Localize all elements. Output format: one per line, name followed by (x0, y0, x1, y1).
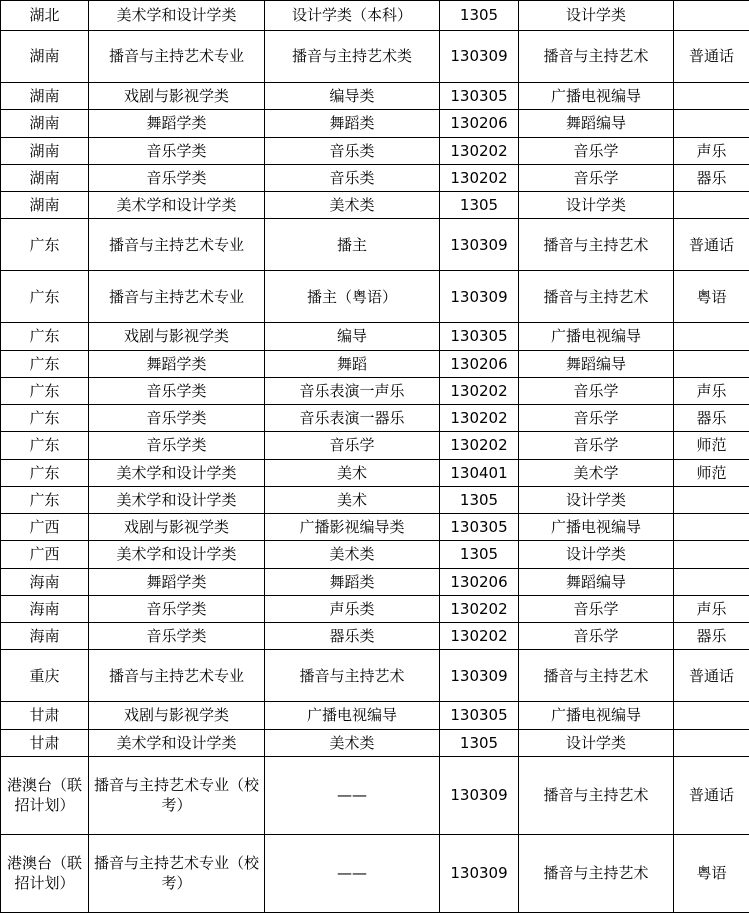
table-cell: 普通话 (674, 219, 749, 271)
table-cell: 舞蹈学类 (89, 110, 265, 137)
table-cell: 音乐学类 (89, 623, 265, 650)
table-cell: 广西 (1, 541, 89, 568)
table-cell: 舞蹈编导 (519, 350, 674, 377)
table-cell: 粤语 (674, 834, 749, 912)
table-cell: 设计学类 (519, 486, 674, 513)
table-cell: 音乐学 (519, 623, 674, 650)
table-cell: 舞蹈类 (265, 110, 440, 137)
table-cell: 广播电视编导 (519, 702, 674, 729)
table-row (1, 164, 749, 191)
table-cell: 器乐 (674, 405, 749, 432)
table-cell: 广东 (1, 377, 89, 404)
table-cell: 播音与主持艺术专业 (89, 31, 265, 83)
table-row (1, 568, 749, 595)
table-cell: 舞蹈学类 (89, 350, 265, 377)
table-cell (674, 514, 749, 541)
table-row (1, 650, 749, 702)
table-cell: 舞蹈编导 (519, 110, 674, 137)
table-cell: 广播电视编导 (519, 83, 674, 110)
table-cell: 美术 (265, 459, 440, 486)
table-cell: 音乐学类 (89, 164, 265, 191)
table-cell: 海南 (1, 568, 89, 595)
table-cell (674, 323, 749, 350)
table-cell: 130206 (440, 350, 519, 377)
table-cell: 130309 (440, 834, 519, 912)
table-row (1, 271, 749, 323)
table-cell: 美术 (265, 486, 440, 513)
table-cell: 重庆 (1, 650, 89, 702)
table-cell: 播主（粤语） (265, 271, 440, 323)
table-cell: 130202 (440, 377, 519, 404)
table-row (1, 83, 749, 110)
table-cell: 设计学类 (519, 1, 674, 31)
table-cell: 1305 (440, 1, 519, 31)
table-row (1, 192, 749, 219)
table-cell: 播主 (265, 219, 440, 271)
table-cell (674, 350, 749, 377)
table-cell: 广播电视编导 (265, 702, 440, 729)
table-cell: 音乐学类 (89, 137, 265, 164)
table-cell: 广东 (1, 459, 89, 486)
table-cell: 戏剧与影视学类 (89, 323, 265, 350)
table-cell: 播音与主持艺术专业 (89, 219, 265, 271)
table-cell: 湖南 (1, 164, 89, 191)
table-cell: 音乐学 (519, 405, 674, 432)
table-row (1, 405, 749, 432)
table-cell: 130309 (440, 219, 519, 271)
table-cell: 湖南 (1, 137, 89, 164)
table-cell (674, 702, 749, 729)
table-cell: 器乐 (674, 164, 749, 191)
table-cell: 师范 (674, 432, 749, 459)
table-cell: 播音与主持艺术专业（校考） (89, 834, 265, 912)
table-cell: 港澳台（联招计划） (1, 756, 89, 834)
table-row (1, 595, 749, 622)
table-cell: 湖南 (1, 83, 89, 110)
table-cell: 舞蹈 (265, 350, 440, 377)
table-cell: 编导 (265, 323, 440, 350)
table-cell: 戏剧与影视学类 (89, 702, 265, 729)
table-cell: 130305 (440, 323, 519, 350)
table-cell: 130401 (440, 459, 519, 486)
table-cell: 器乐类 (265, 623, 440, 650)
table-cell: 130202 (440, 137, 519, 164)
table-cell: 广播电视编导 (519, 514, 674, 541)
table-cell (674, 83, 749, 110)
table-cell: 声乐 (674, 595, 749, 622)
table-cell: 设计学类 (519, 541, 674, 568)
table-cell: 播音与主持艺术专业 (89, 271, 265, 323)
table-cell: 舞蹈学类 (89, 568, 265, 595)
table-cell: 130202 (440, 595, 519, 622)
table-cell: 师范 (674, 459, 749, 486)
table-cell: 音乐学 (519, 432, 674, 459)
table-cell: 广东 (1, 405, 89, 432)
table-cell: 播音与主持艺术 (519, 834, 674, 912)
table-row (1, 623, 749, 650)
table-cell: 舞蹈编导 (519, 568, 674, 595)
table-cell: 音乐学类 (89, 377, 265, 404)
table-cell (674, 486, 749, 513)
table-cell: 播音与主持艺术 (519, 756, 674, 834)
table-cell: 设计学类（本科） (265, 1, 440, 31)
table-cell: 1305 (440, 486, 519, 513)
table-row (1, 541, 749, 568)
table-cell: 美术类 (265, 729, 440, 756)
table-row (1, 1, 749, 31)
table-cell (674, 1, 749, 31)
table-cell: 广播影视编导类 (265, 514, 440, 541)
table-cell: 130202 (440, 432, 519, 459)
table-cell: 130305 (440, 702, 519, 729)
table-cell: 广东 (1, 323, 89, 350)
table-cell: 音乐类 (265, 164, 440, 191)
table-cell: 130305 (440, 514, 519, 541)
table-cell: 甘肃 (1, 729, 89, 756)
table-cell: 湖南 (1, 110, 89, 137)
table-cell: 美术学和设计学类 (89, 459, 265, 486)
table-cell: 播音与主持艺术专业（校考） (89, 756, 265, 834)
table-cell (674, 110, 749, 137)
table-cell: 广东 (1, 486, 89, 513)
table-cell: 美术学和设计学类 (89, 192, 265, 219)
table-cell: 广西 (1, 514, 89, 541)
table-cell: 130309 (440, 31, 519, 83)
table-cell: 音乐学 (519, 137, 674, 164)
table-cell: 美术学和设计学类 (89, 541, 265, 568)
table-row (1, 350, 749, 377)
table-row (1, 459, 749, 486)
table-cell: 广东 (1, 219, 89, 271)
table-row (1, 31, 749, 83)
table-cell: 130309 (440, 650, 519, 702)
table-cell: 音乐学 (519, 164, 674, 191)
table-row (1, 702, 749, 729)
table-cell: 播音与主持艺术专业 (89, 650, 265, 702)
table-cell: 1305 (440, 729, 519, 756)
table-cell: 音乐学类 (89, 405, 265, 432)
table-cell: 美术类 (265, 541, 440, 568)
table-row (1, 432, 749, 459)
table-cell: 130309 (440, 756, 519, 834)
table-row (1, 514, 749, 541)
table-cell: 播音与主持艺术 (519, 271, 674, 323)
table-cell: —— (265, 834, 440, 912)
table-cell: 音乐学类 (89, 595, 265, 622)
table-cell: 130206 (440, 568, 519, 595)
table-cell: 普通话 (674, 31, 749, 83)
table-cell: 戏剧与影视学类 (89, 83, 265, 110)
table-cell: 声乐 (674, 137, 749, 164)
table-cell: 湖南 (1, 192, 89, 219)
table-cell: 音乐类 (265, 137, 440, 164)
table-cell: 港澳台（联招计划） (1, 834, 89, 912)
table-cell: 播音与主持艺术 (519, 219, 674, 271)
table-cell: 普通话 (674, 650, 749, 702)
table-cell: 音乐表演一器乐 (265, 405, 440, 432)
table-cell: 播音与主持艺术 (519, 31, 674, 83)
table-cell: 声乐类 (265, 595, 440, 622)
table-cell: 美术学和设计学类 (89, 729, 265, 756)
table-cell: 美术学和设计学类 (89, 486, 265, 513)
table-cell: 舞蹈类 (265, 568, 440, 595)
table-cell: 粤语 (674, 271, 749, 323)
table-cell: 普通话 (674, 756, 749, 834)
table-cell: 音乐学 (519, 377, 674, 404)
table-cell: 广东 (1, 271, 89, 323)
table-cell (674, 541, 749, 568)
table-cell: —— (265, 756, 440, 834)
table-row (1, 323, 749, 350)
table-row (1, 110, 749, 137)
table-row (1, 486, 749, 513)
table-cell: 编导类 (265, 83, 440, 110)
table-cell: 设计学类 (519, 729, 674, 756)
table-cell: 戏剧与影视学类 (89, 514, 265, 541)
table-cell: 美术学 (519, 459, 674, 486)
table-cell: 器乐 (674, 623, 749, 650)
table-cell: 甘肃 (1, 702, 89, 729)
table-cell: 海南 (1, 623, 89, 650)
table-cell (674, 568, 749, 595)
table-cell: 海南 (1, 595, 89, 622)
table-row (1, 377, 749, 404)
table-cell: 湖北 (1, 1, 89, 31)
table-cell: 130202 (440, 164, 519, 191)
table-cell: 设计学类 (519, 192, 674, 219)
table-cell: 130309 (440, 271, 519, 323)
table-row (1, 219, 749, 271)
table-cell: 音乐表演一声乐 (265, 377, 440, 404)
table-cell: 播音与主持艺术 (265, 650, 440, 702)
table-cell: 广东 (1, 432, 89, 459)
table-cell: 1305 (440, 192, 519, 219)
table-cell (674, 729, 749, 756)
table-cell: 广东 (1, 350, 89, 377)
table-cell: 播音与主持艺术 (519, 650, 674, 702)
table-cell: 声乐 (674, 377, 749, 404)
table-cell: 音乐学 (519, 595, 674, 622)
table-cell: 130202 (440, 623, 519, 650)
table-cell: 美术类 (265, 192, 440, 219)
table-row (1, 729, 749, 756)
table-cell: 音乐学 (265, 432, 440, 459)
table-cell: 1305 (440, 541, 519, 568)
table-row (1, 834, 749, 912)
table-cell: 美术学和设计学类 (89, 1, 265, 31)
table-cell (674, 192, 749, 219)
table-cell: 130206 (440, 110, 519, 137)
table-cell: 广播电视编导 (519, 323, 674, 350)
table-row (1, 137, 749, 164)
table-row (1, 756, 749, 834)
table-cell: 130305 (440, 83, 519, 110)
table-cell: 音乐学类 (89, 432, 265, 459)
table-cell: 播音与主持艺术类 (265, 31, 440, 83)
table-cell: 湖南 (1, 31, 89, 83)
table-cell: 130202 (440, 405, 519, 432)
